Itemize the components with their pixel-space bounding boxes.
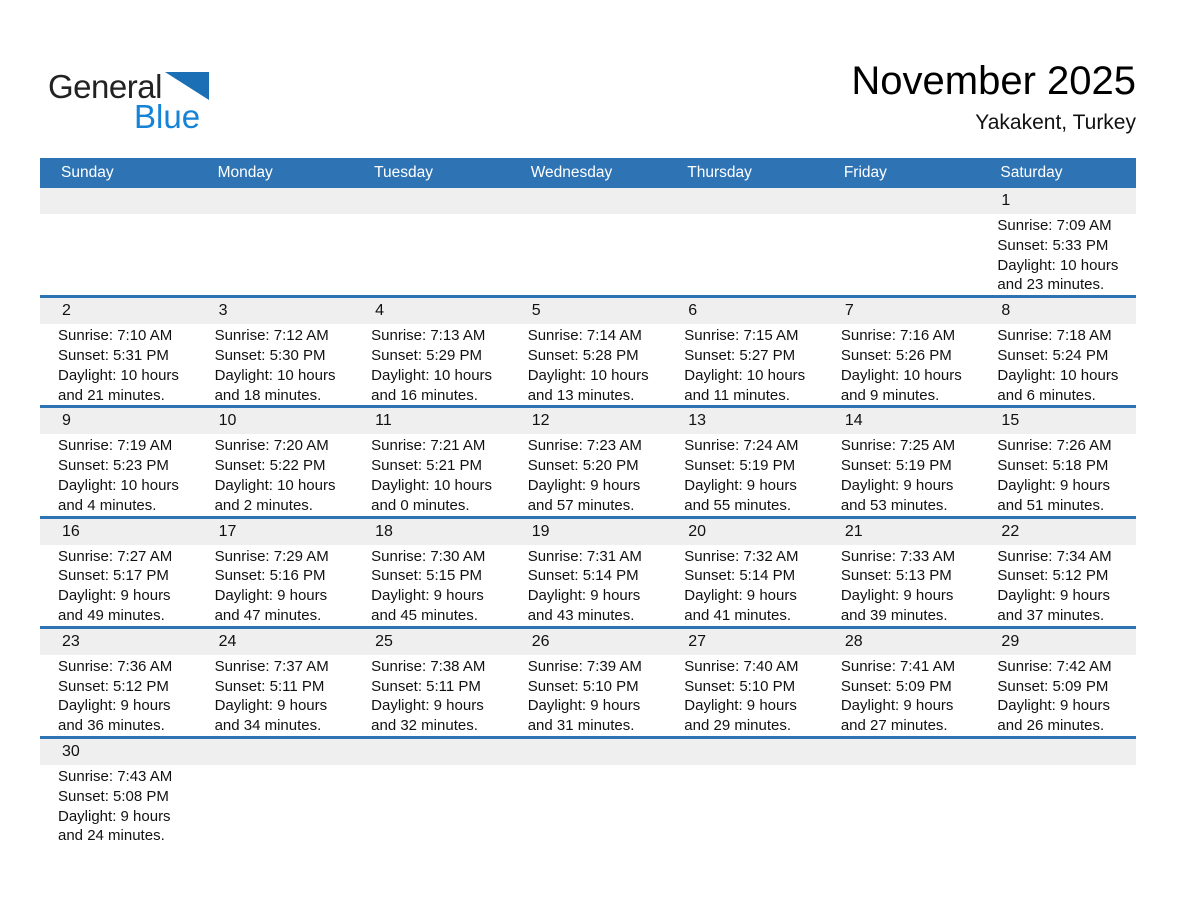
sunset-text: Sunset: 5:21 PM — [371, 457, 483, 475]
day-cell-12 — [510, 434, 667, 515]
day-number-10: 10 — [218, 412, 237, 430]
sunset-text: Sunset: 5:11 PM — [214, 677, 325, 695]
daylight-text-line1: Daylight: 9 hours — [997, 587, 1110, 605]
sunrise-text: Sunrise: 7:13 AM — [371, 327, 486, 345]
logo-triangle-icon — [165, 72, 209, 100]
day-number-22: 22 — [1001, 522, 1020, 540]
day-number-27: 27 — [688, 632, 707, 650]
day-number-strip — [40, 519, 1136, 545]
sunrise-text: Sunrise: 7:19 AM — [58, 437, 173, 455]
day-number-empty — [666, 188, 823, 214]
weekday-header-wednesday: Wednesday — [530, 164, 613, 181]
sunrise-text: Sunrise: 7:32 AM — [684, 547, 799, 565]
sunset-text: Sunset: 5:14 PM — [527, 567, 639, 585]
weekday-header-thursday: Thursday — [687, 164, 752, 181]
day-number-5: 5 — [531, 302, 541, 320]
weekday-header-friday: Friday — [843, 164, 887, 181]
daylight-text-line1: Daylight: 10 hours — [997, 256, 1119, 274]
day-cell-empty — [510, 214, 667, 295]
day-cell-empty — [823, 765, 980, 846]
sunrise-text: Sunrise: 7:36 AM — [58, 657, 173, 675]
day-number-empty — [353, 188, 510, 214]
daylight-text-line1: Daylight: 10 hours — [214, 476, 336, 494]
day-number-7: 7 — [844, 302, 854, 320]
week-content-row — [40, 324, 1136, 405]
daylight-text-line2: and 47 minutes. — [214, 606, 322, 624]
sunrise-text: Sunrise: 7:33 AM — [840, 547, 956, 565]
daylight-text-line1: Daylight: 9 hours — [371, 587, 484, 605]
sunrise-text: Sunrise: 7:43 AM — [58, 767, 173, 785]
day-cell-empty — [197, 214, 354, 295]
daylight-text-line2: and 43 minutes. — [527, 606, 635, 624]
sunset-text: Sunset: 5:30 PM — [214, 346, 326, 364]
day-number-30: 30 — [62, 742, 80, 760]
sunrise-text: Sunrise: 7:41 AM — [840, 657, 956, 675]
daylight-text-line1: Daylight: 10 hours — [371, 366, 493, 384]
day-number-3: 3 — [218, 302, 228, 320]
day-cell-24 — [197, 655, 354, 736]
week-content-row — [40, 655, 1136, 736]
daylight-text-line2: and 11 minutes. — [684, 386, 790, 404]
daylight-text-line1: Daylight: 10 hours — [997, 366, 1119, 384]
daylight-text-line1: Daylight: 10 hours — [58, 476, 179, 494]
day-cell-11 — [353, 434, 510, 515]
sunset-text: Sunset: 5:10 PM — [684, 677, 796, 695]
day-number-13: 13 — [688, 412, 707, 430]
day-cell-28 — [823, 655, 980, 736]
sunrise-text: Sunrise: 7:27 AM — [58, 547, 173, 565]
daylight-text-line1: Daylight: 9 hours — [371, 697, 484, 715]
daylight-text-line2: and 23 minutes. — [997, 276, 1105, 294]
sunset-text: Sunset: 5:08 PM — [58, 787, 169, 805]
daylight-text-line2: and 51 minutes. — [997, 496, 1105, 514]
day-number-strip — [40, 739, 1136, 765]
weekday-header-sunday: Sunday — [61, 164, 114, 181]
daylight-text-line2: and 41 minutes. — [684, 606, 792, 624]
week-row-5 — [40, 626, 1136, 736]
day-cell-empty — [979, 765, 1136, 846]
week-row-6 — [40, 736, 1136, 846]
sunrise-text: Sunrise: 7:30 AM — [371, 547, 486, 565]
day-number-29: 29 — [1001, 632, 1020, 650]
daylight-text-line2: and 26 minutes. — [997, 717, 1105, 735]
sunset-text: Sunset: 5:33 PM — [997, 236, 1109, 254]
daylight-text-line1: Daylight: 10 hours — [840, 366, 962, 384]
day-cell-18 — [353, 545, 510, 626]
day-number-empty — [823, 188, 980, 214]
day-number-25: 25 — [375, 632, 393, 650]
sunrise-text: Sunrise: 7:42 AM — [997, 657, 1112, 675]
day-number-empty — [666, 739, 823, 765]
sunset-text: Sunset: 5:20 PM — [527, 457, 639, 475]
day-number-24: 24 — [218, 632, 237, 650]
daylight-text-line2: and 31 minutes. — [527, 717, 635, 735]
sunrise-text: Sunrise: 7:18 AM — [997, 327, 1112, 345]
daylight-text-line1: Daylight: 10 hours — [527, 366, 649, 384]
day-number-empty — [979, 739, 1136, 765]
daylight-text-line2: and 27 minutes. — [840, 717, 948, 735]
day-number-1: 1 — [1001, 192, 1011, 209]
day-number-empty — [197, 739, 354, 765]
day-number-strip — [40, 629, 1136, 655]
general-blue-logo — [48, 68, 209, 135]
daylight-text-line1: Daylight: 9 hours — [684, 697, 797, 715]
daylight-text-line2: and 45 minutes. — [371, 606, 478, 624]
daylight-text-line2: and 0 minutes. — [371, 496, 470, 514]
day-cell-empty — [197, 765, 354, 846]
day-number-empty — [40, 188, 197, 214]
page-header — [0, 0, 1188, 158]
sunrise-text: Sunrise: 7:37 AM — [214, 657, 329, 675]
sunset-text: Sunset: 5:24 PM — [997, 346, 1109, 364]
sunrise-text: Sunrise: 7:20 AM — [214, 437, 329, 455]
sunset-text: Sunset: 5:28 PM — [527, 346, 639, 364]
logo-text-blue: Blue — [134, 98, 201, 135]
day-number-empty — [353, 739, 510, 765]
day-cell-17 — [197, 545, 354, 626]
day-number-8: 8 — [1001, 302, 1011, 320]
sunrise-text: Sunrise: 7:40 AM — [684, 657, 799, 675]
weekday-header-monday: Monday — [217, 164, 273, 181]
week-content-row — [40, 434, 1136, 515]
daylight-text-line1: Daylight: 9 hours — [527, 697, 641, 715]
daylight-text-line2: and 18 minutes. — [214, 386, 322, 404]
day-cell-23 — [40, 655, 197, 736]
sunrise-text: Sunrise: 7:12 AM — [214, 327, 329, 345]
logo-text-general: General — [48, 68, 162, 105]
daylight-text-line1: Daylight: 9 hours — [840, 697, 954, 715]
day-number-20: 20 — [688, 522, 707, 540]
sunrise-text: Sunrise: 7:25 AM — [840, 437, 956, 455]
month-title: November 2025 — [851, 59, 1136, 103]
day-cell-20 — [666, 545, 823, 626]
daylight-text-line1: Daylight: 9 hours — [527, 587, 641, 605]
day-number-empty — [510, 739, 667, 765]
daylight-text-line1: Daylight: 9 hours — [527, 476, 641, 494]
day-number-26: 26 — [531, 632, 550, 650]
daylight-text-line2: and 16 minutes. — [371, 386, 478, 404]
day-number-strip — [40, 188, 1136, 214]
calendar-grid — [0, 188, 1188, 846]
daylight-text-line1: Daylight: 9 hours — [684, 587, 797, 605]
daylight-text-line2: and 53 minutes. — [840, 496, 948, 514]
day-cell-15 — [979, 434, 1136, 515]
daylight-text-line2: and 6 minutes. — [997, 386, 1096, 404]
day-number-14: 14 — [844, 412, 863, 430]
daylight-text-line1: Daylight: 9 hours — [840, 476, 954, 494]
day-cell-13 — [666, 434, 823, 515]
day-cell-6 — [666, 324, 823, 405]
sunset-text: Sunset: 5:17 PM — [58, 567, 169, 585]
daylight-text-line2: and 55 minutes. — [684, 496, 792, 514]
day-cell-19 — [510, 545, 667, 626]
daylight-text-line2: and 2 minutes. — [214, 496, 313, 514]
daylight-text-line2: and 24 minutes. — [58, 827, 165, 845]
sunset-text: Sunset: 5:31 PM — [58, 346, 169, 364]
day-cell-empty — [666, 214, 823, 295]
daylight-text-line1: Daylight: 9 hours — [684, 476, 797, 494]
sunset-text: Sunset: 5:22 PM — [214, 457, 326, 475]
sunset-text: Sunset: 5:23 PM — [58, 457, 169, 475]
daylight-text-line2: and 34 minutes. — [214, 717, 322, 735]
day-cell-29 — [979, 655, 1136, 736]
day-number-strip — [40, 408, 1136, 434]
daylight-text-line1: Daylight: 10 hours — [684, 366, 806, 384]
day-cell-7 — [823, 324, 980, 405]
day-cell-30 — [40, 765, 197, 846]
daylight-text-line1: Daylight: 9 hours — [214, 697, 328, 715]
day-number-23: 23 — [62, 632, 80, 650]
day-cell-empty — [353, 214, 510, 295]
daylight-text-line2: and 49 minutes. — [58, 606, 165, 624]
sunrise-text: Sunrise: 7:26 AM — [997, 437, 1112, 455]
daylight-text-line1: Daylight: 10 hours — [214, 366, 336, 384]
sunset-text: Sunset: 5:26 PM — [840, 346, 952, 364]
day-number-28: 28 — [844, 632, 863, 650]
daylight-text-line1: Daylight: 9 hours — [997, 476, 1110, 494]
daylight-text-line2: and 37 minutes. — [997, 606, 1105, 624]
sunrise-text: Sunrise: 7:10 AM — [58, 327, 173, 345]
day-number-empty — [823, 739, 980, 765]
sunset-text: Sunset: 5:12 PM — [58, 677, 169, 695]
sunrise-text: Sunrise: 7:23 AM — [527, 437, 642, 455]
sunset-text: Sunset: 5:29 PM — [371, 346, 483, 364]
week-row-2 — [40, 295, 1136, 405]
day-cell-4 — [353, 324, 510, 405]
sunset-text: Sunset: 5:14 PM — [684, 567, 796, 585]
sunset-text: Sunset: 5:19 PM — [684, 457, 796, 475]
daylight-text-line1: Daylight: 10 hours — [58, 366, 179, 384]
daylight-text-line2: and 9 minutes. — [840, 386, 940, 404]
sunrise-text: Sunrise: 7:29 AM — [214, 547, 329, 565]
week-content-row — [40, 545, 1136, 626]
day-cell-5 — [510, 324, 667, 405]
sunset-text: Sunset: 5:13 PM — [840, 567, 952, 585]
day-cell-empty — [510, 765, 667, 846]
sunset-text: Sunset: 5:27 PM — [684, 346, 796, 364]
week-row-3 — [40, 405, 1136, 515]
sunset-text: Sunset: 5:15 PM — [371, 567, 483, 585]
day-cell-25 — [353, 655, 510, 736]
day-cell-9 — [40, 434, 197, 515]
sunset-text: Sunset: 5:11 PM — [371, 677, 481, 695]
daylight-text-line1: Daylight: 9 hours — [58, 587, 171, 605]
sunset-text: Sunset: 5:12 PM — [997, 567, 1109, 585]
sunrise-text: Sunrise: 7:24 AM — [684, 437, 799, 455]
daylight-text-line1: Daylight: 9 hours — [58, 697, 171, 715]
day-cell-10 — [197, 434, 354, 515]
sunrise-text: Sunrise: 7:16 AM — [840, 327, 956, 345]
sunrise-text: Sunrise: 7:38 AM — [371, 657, 486, 675]
daylight-text-line2: and 13 minutes. — [527, 386, 635, 404]
sunrise-text: Sunrise: 7:31 AM — [527, 547, 642, 565]
day-cell-1 — [979, 214, 1136, 295]
sunrise-text: Sunrise: 7:15 AM — [684, 327, 799, 345]
day-cell-27 — [666, 655, 823, 736]
day-cell-22 — [979, 545, 1136, 626]
sunrise-text: Sunrise: 7:21 AM — [371, 437, 486, 455]
day-cell-empty — [666, 765, 823, 846]
day-number-strip — [40, 298, 1136, 324]
day-number-21: 21 — [844, 522, 863, 540]
daylight-text-line2: and 21 minutes. — [58, 386, 165, 404]
sunset-text: Sunset: 5:19 PM — [840, 457, 952, 475]
day-number-2: 2 — [62, 302, 71, 320]
daylight-text-line2: and 32 minutes. — [371, 717, 478, 735]
sunrise-text: Sunrise: 7:14 AM — [527, 327, 642, 345]
day-number-12: 12 — [531, 412, 550, 430]
day-number-11: 11 — [375, 412, 392, 430]
day-number-9: 9 — [62, 412, 71, 430]
day-cell-26 — [510, 655, 667, 736]
title-block — [851, 58, 1136, 135]
day-number-6: 6 — [688, 302, 698, 320]
sunset-text: Sunset: 5:10 PM — [527, 677, 639, 695]
daylight-text-line2: and 36 minutes. — [58, 717, 165, 735]
day-number-17: 17 — [218, 522, 237, 540]
week-content-row — [40, 214, 1136, 295]
day-number-empty — [510, 188, 667, 214]
daylight-text-line1: Daylight: 10 hours — [371, 476, 493, 494]
daylight-text-line1: Daylight: 9 hours — [840, 587, 954, 605]
sunrise-text: Sunrise: 7:09 AM — [997, 217, 1112, 234]
day-number-empty — [197, 188, 354, 214]
day-cell-3 — [197, 324, 354, 405]
daylight-text-line2: and 29 minutes. — [684, 717, 792, 735]
daylight-text-line1: Daylight: 9 hours — [214, 587, 328, 605]
day-cell-empty — [353, 765, 510, 846]
location-subtitle: Yakakent, Turkey — [975, 111, 1136, 134]
weekday-header-row — [40, 158, 1136, 188]
daylight-text-line2: and 39 minutes. — [840, 606, 948, 624]
weekday-header-saturday: Saturday — [1000, 164, 1063, 181]
sunset-text: Sunset: 5:18 PM — [997, 457, 1109, 475]
week-content-row — [40, 765, 1136, 846]
week-row-4 — [40, 516, 1136, 626]
day-cell-empty — [40, 214, 197, 295]
day-cell-8 — [979, 324, 1136, 405]
daylight-text-line2: and 4 minutes. — [58, 496, 157, 514]
day-number-16: 16 — [62, 522, 80, 540]
daylight-text-line2: and 57 minutes. — [527, 496, 635, 514]
day-number-19: 19 — [531, 522, 550, 540]
sunrise-text: Sunrise: 7:39 AM — [527, 657, 642, 675]
day-cell-14 — [823, 434, 980, 515]
weekday-header-tuesday: Tuesday — [374, 164, 434, 181]
week-row-1 — [40, 188, 1136, 295]
sunset-text: Sunset: 5:09 PM — [840, 677, 952, 695]
daylight-text-line1: Daylight: 9 hours — [58, 807, 171, 825]
day-number-18: 18 — [375, 522, 393, 540]
day-number-15: 15 — [1001, 412, 1020, 430]
daylight-text-line1: Daylight: 9 hours — [997, 697, 1110, 715]
day-number-4: 4 — [375, 302, 385, 320]
day-cell-2 — [40, 324, 197, 405]
day-cell-empty — [823, 214, 980, 295]
sunrise-text: Sunrise: 7:34 AM — [997, 547, 1112, 565]
sunset-text: Sunset: 5:09 PM — [997, 677, 1109, 695]
day-cell-16 — [40, 545, 197, 626]
sunset-text: Sunset: 5:16 PM — [214, 567, 326, 585]
day-cell-21 — [823, 545, 980, 626]
